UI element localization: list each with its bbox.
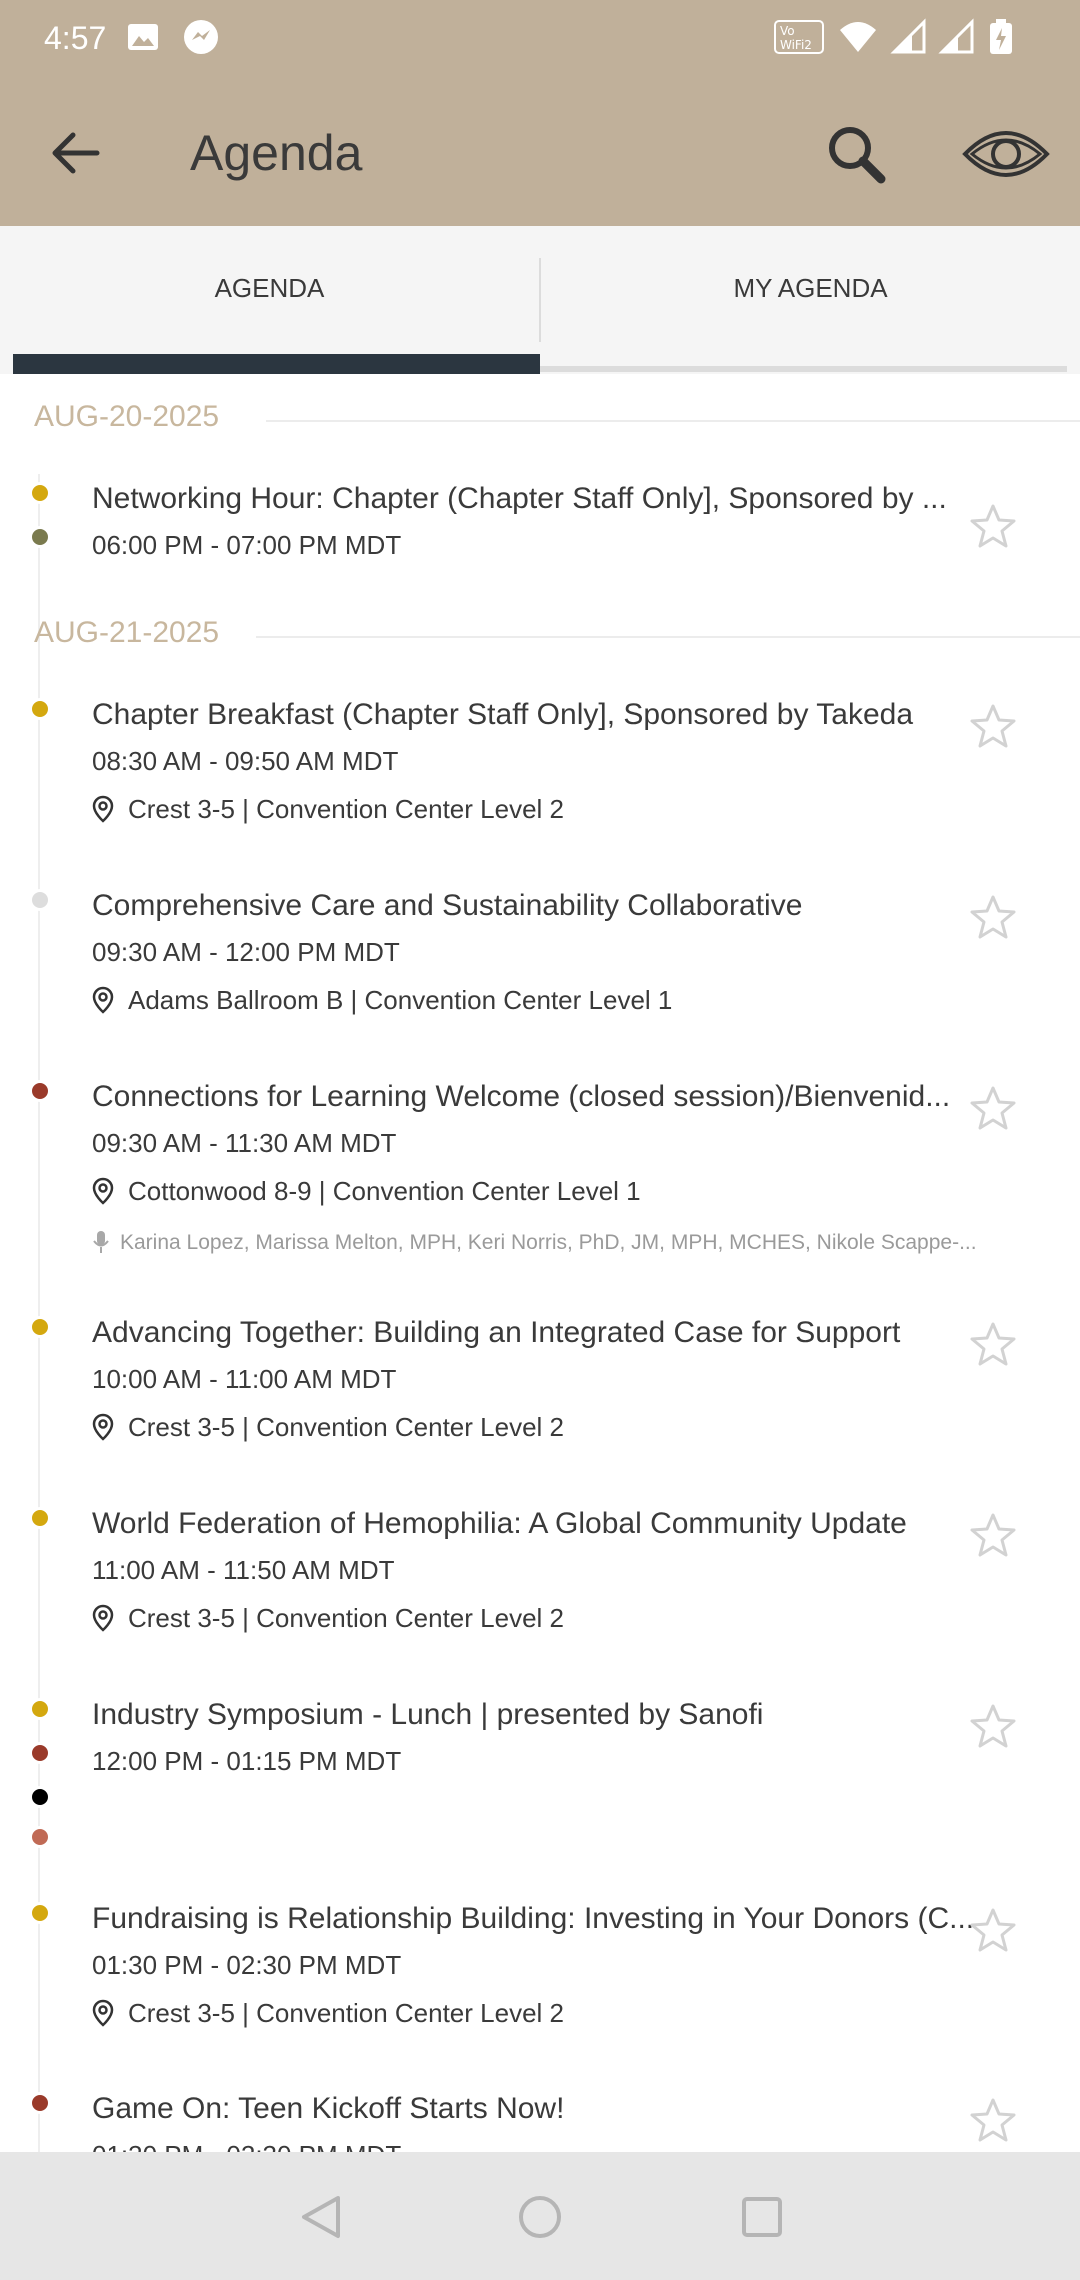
favorite-button[interactable] bbox=[965, 1698, 1021, 1754]
session-time: 06:00 PM - 07:00 PM MDT bbox=[92, 530, 402, 560]
agenda-list[interactable] bbox=[0, 374, 1080, 2152]
image-icon bbox=[126, 21, 160, 58]
track-dot bbox=[29, 526, 51, 548]
session-room-label: Adams Ballroom B | Convention Center Level 1 bbox=[128, 985, 673, 1015]
eye-icon bbox=[962, 126, 1050, 182]
track-dot bbox=[29, 1080, 51, 1102]
favorite-button[interactable] bbox=[965, 1080, 1021, 1136]
session-room-label: Crest 3-5 | Convention Center Level 2 bbox=[128, 1998, 564, 2028]
session-title: Fundraising is Relationship Building: Investing in Your Donors (C... bbox=[92, 1902, 975, 1935]
favorite-button[interactable] bbox=[965, 1507, 1021, 1563]
favorite-button[interactable] bbox=[965, 498, 1021, 554]
date-header: AUG-21-2025 bbox=[34, 616, 220, 649]
star-icon bbox=[969, 503, 1017, 549]
search-button[interactable] bbox=[818, 116, 894, 192]
vowifi-icon bbox=[774, 19, 824, 60]
track-dot bbox=[29, 1698, 51, 1720]
battery-charging-icon bbox=[988, 18, 1014, 61]
session-time: 09:30 AM - 11:30 AM MDT bbox=[92, 1128, 397, 1158]
visibility-toggle-button[interactable] bbox=[958, 116, 1054, 192]
session-room bbox=[92, 1176, 641, 1207]
session-title: Connections for Learning Welcome (closed session)/Bienvenid... bbox=[92, 1080, 951, 1113]
star-icon bbox=[969, 894, 1017, 940]
system-nav-bar bbox=[0, 2152, 1080, 2280]
star-icon bbox=[969, 703, 1017, 749]
status-bar bbox=[0, 0, 1080, 80]
svg-text:WiFi2: WiFi2 bbox=[780, 38, 812, 52]
favorite-button[interactable] bbox=[965, 698, 1021, 754]
session-room bbox=[92, 794, 564, 825]
tab-track bbox=[540, 366, 1067, 372]
location-pin-icon bbox=[92, 986, 118, 1016]
star-icon bbox=[969, 1703, 1017, 1749]
track-dot bbox=[29, 1316, 51, 1338]
session-speakers-label: Karina Lopez, Marissa Melton, MPH, Keri Norris, PhD, JM, MPH, MCHES, Nikole Scappe-... bbox=[120, 1231, 977, 1254]
recents-nav-icon bbox=[737, 2192, 787, 2242]
tab-my-agenda[interactable]: MY AGENDA bbox=[733, 272, 888, 303]
location-pin-icon bbox=[92, 1413, 118, 1443]
location-pin-icon bbox=[92, 1177, 118, 1207]
session-speakers bbox=[92, 1230, 977, 1256]
session-room bbox=[92, 1998, 564, 2029]
session-time: 10:00 AM - 11:00 AM MDT bbox=[92, 1364, 397, 1394]
date-divider bbox=[266, 420, 1080, 422]
track-dot bbox=[29, 889, 51, 911]
status-time: 4:57 bbox=[44, 20, 107, 56]
back-nav-icon bbox=[296, 2192, 346, 2242]
track-dot bbox=[29, 1742, 51, 1764]
star-icon bbox=[969, 1907, 1017, 1953]
date-divider bbox=[256, 636, 1080, 638]
session-room-label: Crest 3-5 | Convention Center Level 2 bbox=[128, 794, 564, 824]
svg-text:Vo: Vo bbox=[780, 24, 795, 38]
session-title: Game On: Teen Kickoff Starts Now! bbox=[92, 2092, 565, 2125]
star-icon bbox=[969, 1512, 1017, 1558]
favorite-button[interactable] bbox=[965, 2092, 1021, 2148]
track-dot bbox=[29, 1786, 51, 1808]
signal-icon bbox=[940, 20, 974, 59]
tab-agenda[interactable]: AGENDA bbox=[214, 272, 325, 303]
session-room-label: Cottonwood 8-9 | Convention Center Level 1 bbox=[128, 1176, 641, 1206]
search-icon bbox=[825, 123, 887, 185]
star-icon bbox=[969, 1321, 1017, 1367]
session-room bbox=[92, 1412, 564, 1443]
microphone-icon bbox=[92, 1230, 112, 1256]
favorite-button[interactable] bbox=[965, 1902, 1021, 1958]
nav-back-button[interactable] bbox=[286, 2182, 356, 2252]
track-dot bbox=[29, 2092, 51, 2114]
tab-indicator bbox=[13, 354, 540, 374]
star-icon bbox=[969, 1085, 1017, 1131]
session-time: 09:30 AM - 12:00 PM MDT bbox=[92, 937, 400, 967]
location-pin-icon bbox=[92, 1999, 118, 2029]
nav-home-button[interactable] bbox=[505, 2182, 575, 2252]
wifi-icon bbox=[838, 20, 878, 59]
favorite-button[interactable] bbox=[965, 889, 1021, 945]
session-time: 11:00 AM - 11:50 AM MDT bbox=[92, 1555, 395, 1585]
session-room-label: Crest 3-5 | Convention Center Level 2 bbox=[128, 1412, 564, 1442]
favorite-button[interactable] bbox=[965, 1316, 1021, 1372]
nav-recents-button[interactable] bbox=[727, 2182, 797, 2252]
session-room bbox=[92, 985, 672, 1016]
session-title: Industry Symposium - Lunch | presented by Sanofi bbox=[92, 1698, 764, 1731]
back-button[interactable] bbox=[40, 118, 110, 188]
session-room-label: Crest 3-5 | Convention Center Level 2 bbox=[128, 1603, 564, 1633]
star-icon bbox=[969, 2097, 1017, 2143]
location-pin-icon bbox=[92, 795, 118, 825]
session-time: 12:00 PM - 01:15 PM MDT bbox=[92, 1746, 402, 1776]
track-dot bbox=[29, 482, 51, 504]
arrow-left-icon bbox=[51, 131, 99, 175]
home-nav-icon bbox=[515, 2192, 565, 2242]
app-bar bbox=[0, 80, 1080, 226]
track-dot bbox=[29, 1902, 51, 1924]
session-room bbox=[92, 1603, 564, 1634]
session-title: World Federation of Hemophilia: A Global Community Update bbox=[92, 1507, 907, 1540]
date-header: AUG-20-2025 bbox=[34, 400, 220, 433]
signal-icon bbox=[892, 20, 926, 59]
track-dot bbox=[29, 1507, 51, 1529]
location-pin-icon bbox=[92, 1604, 118, 1634]
tab-bar bbox=[0, 226, 1080, 374]
page-title: Agenda bbox=[190, 125, 363, 181]
track-dot bbox=[29, 1826, 51, 1848]
session-title: Comprehensive Care and Sustainability Collaborative bbox=[92, 889, 803, 922]
session-title: Networking Hour: Chapter (Chapter Staff Only], Sponsored by ... bbox=[92, 482, 947, 515]
session-title: Advancing Together: Building an Integrated Case for Support bbox=[92, 1316, 901, 1349]
session-title: Chapter Breakfast (Chapter Staff Only], Sponsored by Takeda bbox=[92, 698, 914, 731]
track-dot bbox=[29, 698, 51, 720]
session-time: 08:30 AM - 09:50 AM MDT bbox=[92, 746, 399, 776]
session-time: 01:30 PM - 02:30 PM MDT bbox=[92, 1950, 402, 1980]
messenger-icon bbox=[182, 18, 220, 61]
